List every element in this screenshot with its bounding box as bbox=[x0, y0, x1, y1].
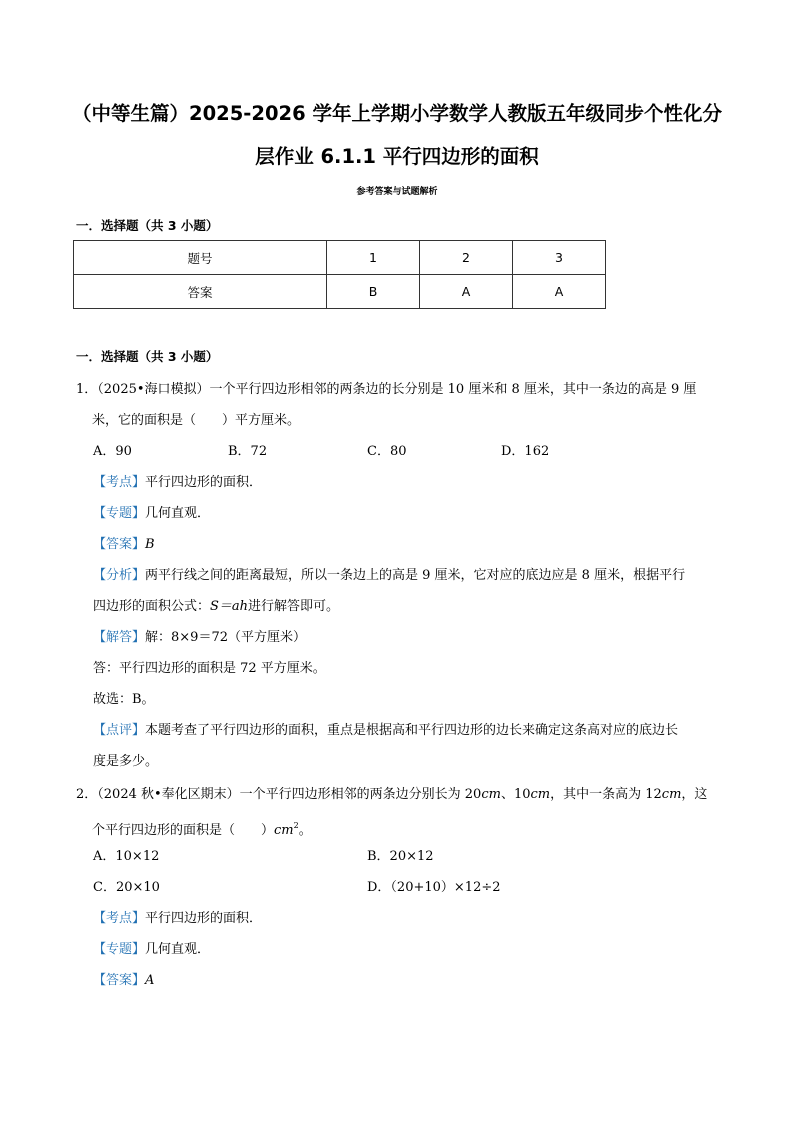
q1-option-a: A．90 bbox=[93, 444, 132, 459]
daan-text: A bbox=[145, 973, 155, 988]
q1-zhuanti bbox=[93, 504, 210, 524]
table-cell: A bbox=[420, 275, 513, 309]
jieda-text-1: 解：8×9＝72（平方厘米） bbox=[145, 630, 306, 645]
q2-daan bbox=[93, 971, 154, 991]
q1-jieda-line-2: 答：平行四边形的面积是 72 平方厘米。 bbox=[93, 661, 326, 676]
fenxi-text-2b: 进行解答即可。 bbox=[248, 599, 340, 614]
answer-table-header-row bbox=[74, 241, 606, 275]
q2-stem-text-e: 个平行四边形的面积是（ ） bbox=[92, 823, 275, 838]
q2-stem-text-a: 2．（2024 秋•奉化区期末）一个平行四边形相邻的两条边分别长为 20 bbox=[76, 787, 482, 802]
zhuanti-tag: 【专题】 bbox=[93, 506, 146, 521]
q1-daan bbox=[93, 535, 155, 555]
kaodian-text: 平行四边形的面积． bbox=[145, 475, 263, 490]
q1-fenxi-line-1 bbox=[93, 566, 685, 586]
superscript-2: 2 bbox=[293, 821, 299, 830]
zhuanti-tag: 【专题】 bbox=[93, 942, 146, 957]
q1-kaodian bbox=[93, 473, 262, 493]
daan-tag: 【答案】 bbox=[93, 973, 146, 988]
table-cell: 答案 bbox=[74, 275, 327, 309]
q2-stem-line-1 bbox=[76, 785, 707, 805]
fenxi-text-1: 两平行线之间的距离最短，所以一条边上的高是 9 厘米，它对应的底边应是 8 厘米，根据平行 bbox=[145, 568, 686, 583]
subtitle: 参考答案与试题解析 bbox=[356, 187, 438, 197]
q1-jieda-line-3: 故选：B。 bbox=[93, 692, 155, 707]
unit-cm: cm bbox=[481, 787, 501, 802]
unit-cm: cm bbox=[661, 787, 682, 802]
q1-option-b: B．72 bbox=[228, 444, 268, 459]
q2-option-a: A．10×12 bbox=[93, 849, 160, 864]
jieda-tag: 【解答】 bbox=[93, 630, 146, 645]
q2-option-d: D．（20+10）×12÷2 bbox=[367, 880, 501, 895]
zhuanti-text: 几何直观． bbox=[145, 506, 211, 521]
q1-dianping-line-2: 度是多少。 bbox=[93, 754, 159, 769]
q1-option-d: D．162 bbox=[501, 444, 550, 459]
section-heading: 一．选择题（共 3 小题） bbox=[76, 218, 219, 233]
q2-option-c: C．20×10 bbox=[93, 880, 160, 895]
zhuanti-text: 几何直观． bbox=[145, 942, 211, 957]
q1-stem-line-1: 1．（2025•海口模拟）一个平行四边形相邻的两条边的长分别是 10 厘米和 8 厘米，其中一条边的高是 9 厘 bbox=[76, 382, 697, 397]
q2-zhuanti bbox=[93, 940, 210, 960]
answer-table bbox=[73, 240, 606, 309]
kaodian-tag: 【考点】 bbox=[93, 475, 146, 490]
section-heading-2: 一．选择题（共 3 小题） bbox=[76, 349, 219, 364]
fenxi-text-2a: 四边形的面积公式： bbox=[93, 599, 211, 614]
table-cell: A bbox=[513, 275, 606, 309]
kaodian-text: 平行四边形的面积． bbox=[145, 911, 263, 926]
title-line-1: （中等生篇）2025-2026 学年上学期小学数学人教版五年级同步个性化分 bbox=[72, 102, 722, 125]
q2-stem-text-d: ，这 bbox=[681, 787, 708, 802]
table-cell: 2 bbox=[420, 241, 513, 275]
q1-option-c: C．80 bbox=[367, 444, 407, 459]
q2-kaodian bbox=[93, 909, 262, 929]
daan-tag: 【答案】 bbox=[93, 537, 146, 552]
daan-text: B bbox=[145, 537, 155, 552]
area-formula: S＝ah bbox=[210, 599, 249, 614]
answer-table-answer-row bbox=[74, 275, 606, 309]
kaodian-tag: 【考点】 bbox=[93, 911, 146, 926]
table-cell: B bbox=[326, 275, 419, 309]
title-line-2: 层作业 6.1.1 平行四边形的面积 bbox=[255, 145, 539, 168]
table-cell: 题号 bbox=[74, 241, 327, 275]
dianping-tag: 【点评】 bbox=[93, 723, 146, 738]
dianping-text-1: 本题考查了平行四边形的面积，重点是根据高和平行四边形的边长来确定这条高对应的底边长 bbox=[145, 723, 679, 738]
unit-cm: cm bbox=[274, 823, 294, 838]
q2-stem-text-f: 。 bbox=[298, 823, 312, 838]
q2-stem-line-2 bbox=[92, 816, 312, 841]
fenxi-tag: 【分析】 bbox=[93, 568, 146, 583]
table-cell: 1 bbox=[326, 241, 419, 275]
q2-stem-text-b: 、10 bbox=[500, 787, 531, 802]
q2-stem-text-c: ，其中一条高为 12 bbox=[550, 787, 662, 802]
q2-option-b: B．20×12 bbox=[367, 849, 434, 864]
q1-stem-line-2: 米，它的面积是（ ）平方厘米。 bbox=[92, 413, 301, 428]
table-cell: 3 bbox=[513, 241, 606, 275]
unit-cm: cm bbox=[530, 787, 551, 802]
q1-dianping-line-1 bbox=[93, 721, 678, 741]
q1-fenxi-line-2 bbox=[93, 597, 339, 617]
q1-jieda-line-1 bbox=[93, 628, 306, 648]
